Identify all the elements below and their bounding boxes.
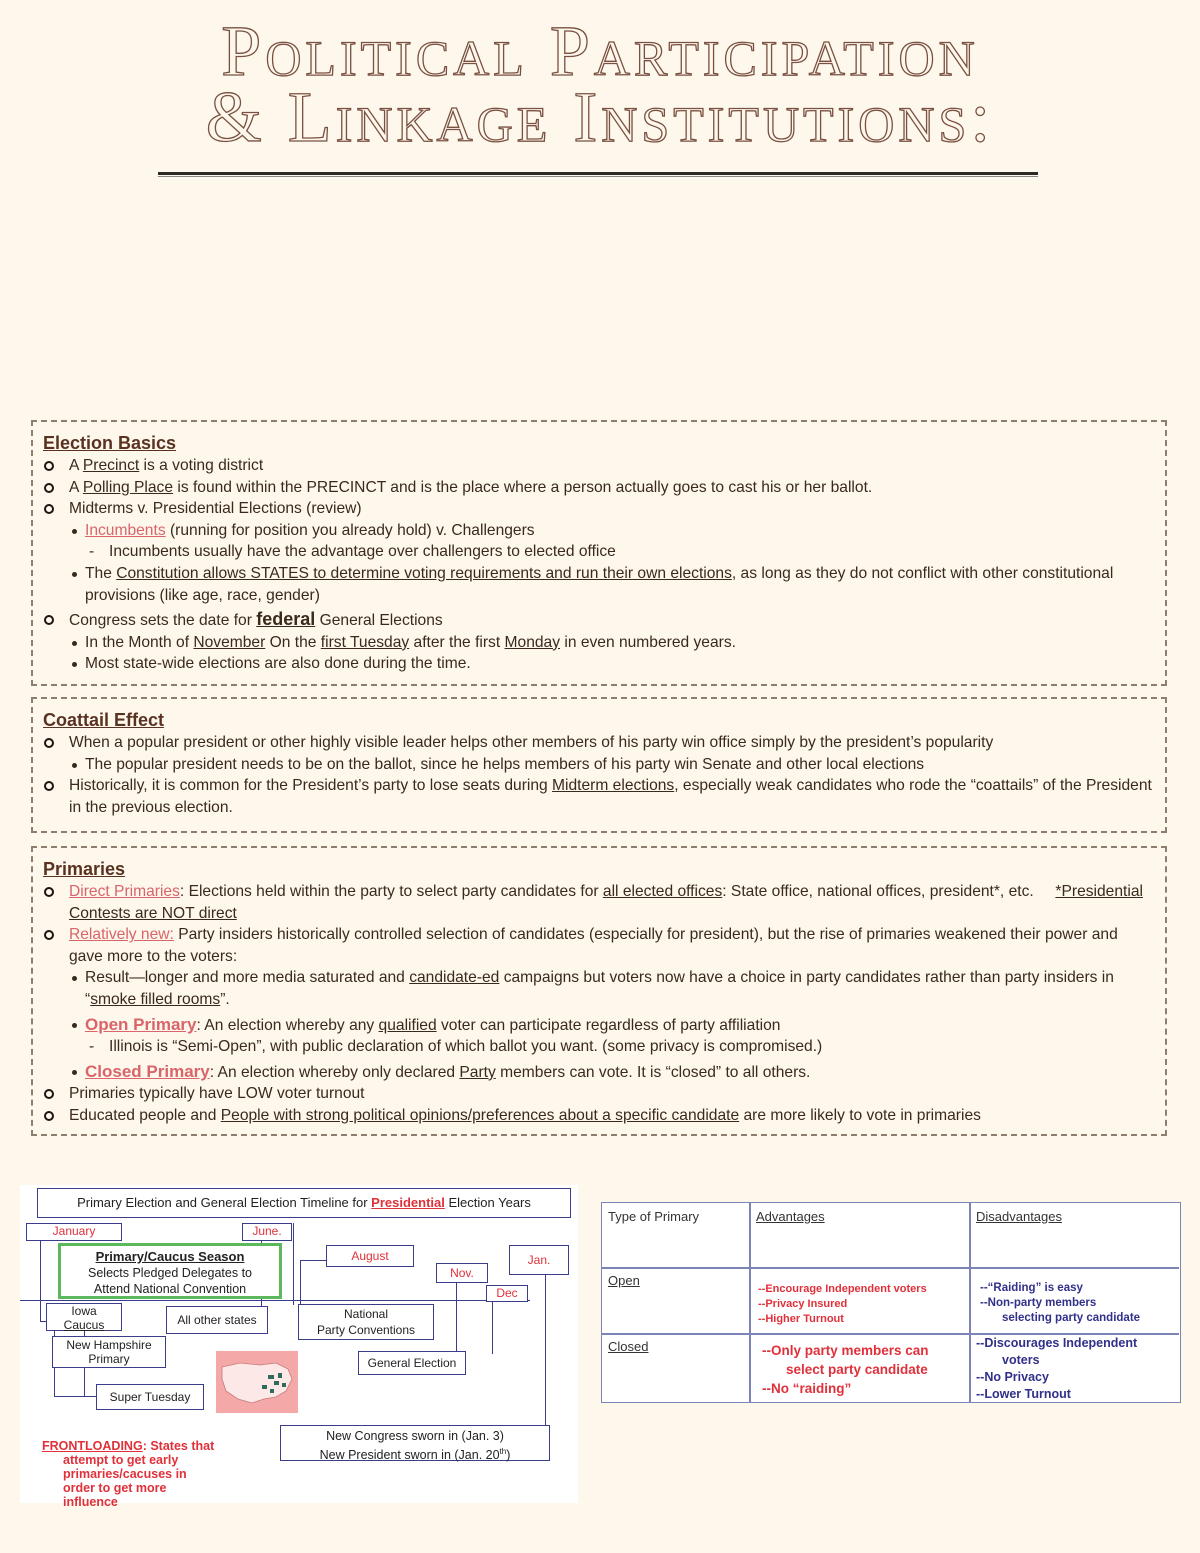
connector-line	[456, 1283, 457, 1353]
primary-caucus-season-box: Primary/Caucus Season Selects Pledged Delegates to Attend National Convention	[58, 1243, 282, 1299]
list-item: Result—longer and more media saturated and candidate-ed campaigns but voters now have a choice in party candidates rather than party insiders in “smoke filled rooms”.	[43, 967, 1155, 1010]
timeline-axis	[20, 1300, 530, 1301]
table-divider	[602, 1267, 1179, 1269]
general-election-box: General Election	[358, 1351, 466, 1375]
title-divider	[158, 172, 1038, 175]
row-closed-advantages: --Only party members can select party candidate --No “raiding”	[762, 1343, 929, 1396]
list-item: A Precinct is a voting district	[43, 455, 1155, 477]
coattail-effect-section	[31, 697, 1167, 833]
connector-line	[40, 1239, 41, 1321]
month-january: January	[26, 1223, 122, 1241]
list-item: Congress sets the date for federal General Elections	[43, 609, 1155, 632]
us-map-image	[216, 1351, 298, 1413]
row-closed-type: Closed	[608, 1339, 649, 1354]
list-item: - Illinois is “Semi-Open”, with public declaration of which ballot you want. (some privacy is compromised.)	[43, 1036, 1155, 1058]
table-divider	[969, 1203, 971, 1402]
list-item: - Incumbents usually have the advantage over challengers to elected office	[43, 541, 1155, 563]
list-item: Direct Primaries: Elections held within the party to select party candidates for all elected offices: State office, national offices, president*, etc. *Presidential Contests are NOT direct	[43, 881, 1155, 924]
header-advantages: Advantages	[756, 1209, 825, 1224]
list-item: When a popular president or other highly visible leader helps other members of his party win office simply by the president’s popularity	[43, 732, 1155, 754]
new-hampshire-primary-box: New Hampshire Primary	[52, 1336, 166, 1368]
list-item: The Constitution allows STATES to determine voting requirements and run their own elections, as long as they do not conflict with other constitutional provisions (like age, race, gender)	[43, 563, 1155, 606]
month-nov: Nov.	[436, 1263, 488, 1283]
list-item: Incumbents (running for position you already hold) v. Challengers	[43, 520, 1155, 542]
title-divider-shadow	[158, 176, 1038, 177]
month-august: August	[326, 1245, 414, 1267]
super-tuesday-box: Super Tuesday	[96, 1384, 204, 1410]
list-item: Historically, it is common for the President’s party to lose seats during Midterm elections, especially weak candidates who rode the “coattails” of the President in the previous election.	[43, 775, 1155, 818]
list-item: Midterms v. Presidential Elections (review)	[43, 498, 1155, 520]
connector-line	[545, 1275, 546, 1426]
us-map-icon	[216, 1351, 298, 1413]
election-basics-section	[31, 420, 1167, 686]
header-disadvantages: Disadvantages	[976, 1209, 1062, 1224]
relatively-new-term: Relatively new:	[69, 926, 174, 944]
row-closed-disadvantages: --Discourages Independent voters --No Privacy --Lower Turnout	[976, 1336, 1138, 1401]
primaries-section	[31, 846, 1167, 1136]
election-timeline-figure	[20, 1185, 578, 1509]
row-open-disadvantages: --“Raiding” is easy --Non-party members selecting party candidate	[980, 1282, 1141, 1324]
row-open-type: Open	[608, 1273, 640, 1288]
iowa-caucus-box: Iowa Caucus	[46, 1303, 122, 1331]
page-title	[0, 11, 1200, 157]
list-item: Open Primary: An election whereby any qualified voter can participate regardless of party affiliation	[43, 1014, 1155, 1037]
month-june: June.	[242, 1223, 292, 1241]
incumbents-term: Incumbents	[85, 521, 166, 539]
federal-term: federal	[256, 609, 316, 630]
list-item: Relatively new: Party insiders historically controlled selection of candidates (especially for president), but the rise of primaries weakened their power and gave more to the voters:	[43, 924, 1155, 967]
list-item: In the Month of November On the first Tuesday after the first Monday in even numbered years.	[43, 632, 1155, 654]
header-type: Type of Primary	[608, 1209, 700, 1224]
primaries-heading: Primaries	[43, 859, 126, 879]
closed-primary-term: Closed Primary	[85, 1061, 210, 1081]
month-dec: Dec	[486, 1285, 528, 1302]
timeline-header: Primary Election and General Election Timeline for Presidential Election Years	[37, 1188, 571, 1218]
direct-primaries-term: Direct Primaries	[69, 883, 180, 900]
title-line-2: & Linkage Institutions:	[205, 77, 995, 157]
national-party-conventions-box: National Party Conventions	[298, 1304, 434, 1340]
list-item: The popular president needs to be on the ballot, since he helps members of his party win Senate and other local elections	[43, 754, 1155, 776]
open-primary-term: Open Primary	[85, 1014, 197, 1034]
list-item: Most state-wide elections are also done during the time.	[43, 653, 1155, 675]
list-item: Primaries typically have LOW voter turnout	[43, 1083, 1155, 1105]
sworn-in-box: New Congress sworn in (Jan. 3) New President sworn in (Jan. 20th)	[280, 1425, 550, 1461]
election-basics-heading: Election Basics	[43, 433, 177, 453]
month-jan: Jan.	[509, 1245, 569, 1275]
all-other-states-box: All other states	[166, 1306, 268, 1334]
primary-types-table	[601, 1202, 1181, 1403]
list-item: Closed Primary: An election whereby only declared Party members can vote. It is “closed” to all others.	[43, 1061, 1155, 1084]
list-item: A Polling Place is found within the PRECINCT and is the place where a person actually goes to cast his or her ballot.	[43, 477, 1155, 499]
list-item: Educated people and People with strong political opinions/preferences about a specific candidate are more likely to vote in primaries	[43, 1105, 1155, 1127]
title-line-1: Political Participation	[221, 11, 979, 91]
coattail-heading: Coattail Effect	[43, 710, 165, 730]
precinct-term: Precinct	[82, 457, 140, 474]
table-divider	[749, 1203, 751, 1402]
connector-line	[492, 1298, 493, 1354]
polling-place-term: Polling Place	[82, 478, 174, 496]
frontloading-note: FRONTLOADING: States that attempt to get early primaries/cacuses in order to get more influence	[42, 1439, 215, 1509]
connector-line	[84, 1396, 96, 1397]
row-open-advantages: --Encourage Independent voters --Privacy Insured --Higher Turnout	[758, 1283, 927, 1325]
connector-line	[293, 1223, 294, 1305]
